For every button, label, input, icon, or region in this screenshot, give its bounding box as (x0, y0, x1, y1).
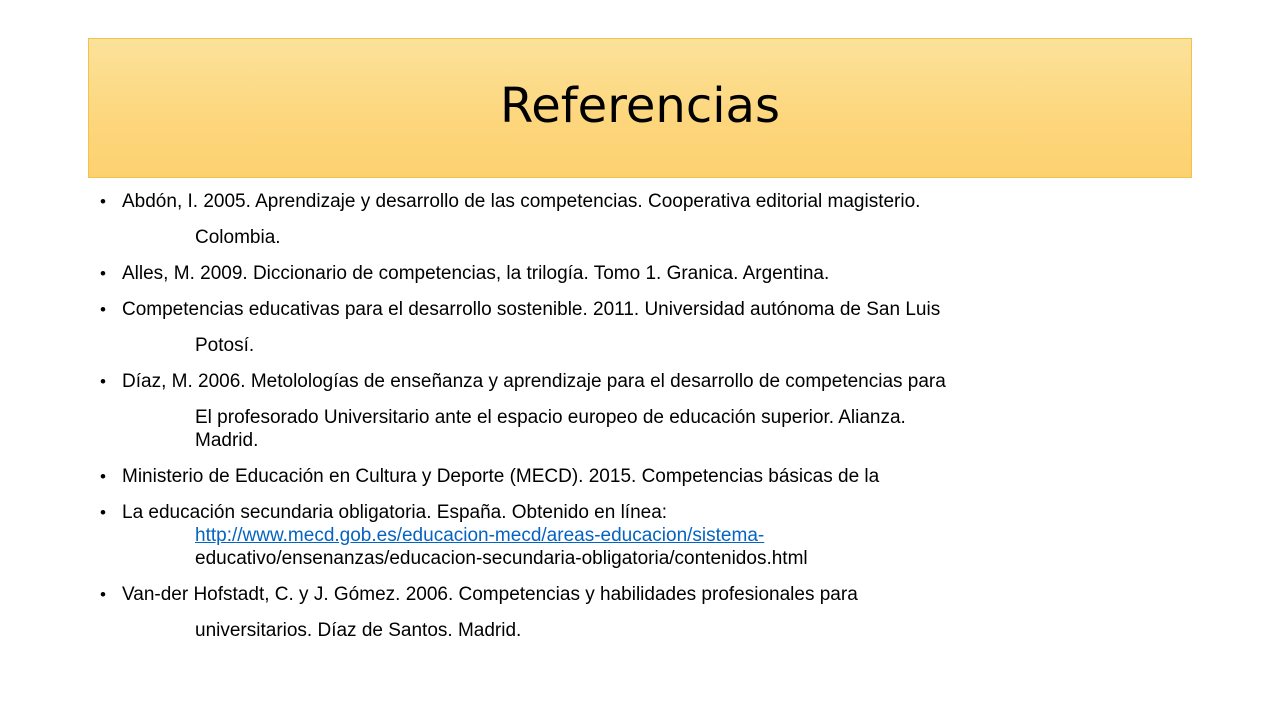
bullet-icon: • (100, 467, 106, 486)
reference-item (100, 501, 1210, 570)
reference-text: Ministerio de Educación en Cultura y Deporte (MECD). 2015. Competencias básicas de la (122, 466, 880, 487)
bullet-icon: • (100, 372, 106, 391)
bullet-icon: • (100, 503, 106, 522)
reference-text: Díaz, M. 2006. Metolologías de enseñanza y aprendizaje para el desarrollo de competencias para (122, 371, 946, 392)
reference-item (100, 370, 1210, 452)
reference-link[interactable]: http://www.mecd.gob.es/educacion-mecd/areas-educacion/sistema- (195, 525, 765, 546)
reference-text: La educación secundaria obligatoria. España. Obtenido en línea: (122, 502, 668, 523)
bullet-icon: • (100, 300, 106, 319)
reference-item (100, 298, 1210, 357)
reference-item (100, 465, 1210, 488)
reference-text-continued: Potosí. (195, 335, 255, 356)
bullet-icon: • (100, 585, 106, 604)
title-banner (88, 38, 1192, 178)
reference-text-continued: universitarios. Díaz de Santos. Madrid. (195, 620, 522, 641)
reference-text-continued: El profesorado Universitario ante el espacio europeo de educación superior. Alianza. (195, 407, 906, 428)
reference-text: Abdón, I. 2005. Aprendizaje y desarrollo de las competencias. Cooperativa editorial magisterio. (122, 191, 921, 212)
reference-text-continued: Madrid. (195, 430, 259, 451)
reference-text-continued: Colombia. (195, 227, 281, 248)
reference-text: Alles, M. 2009. Diccionario de competencias, la trilogía. Tomo 1. Granica. Argentina. (122, 263, 830, 284)
reference-item (100, 262, 1210, 285)
bullet-icon: • (100, 264, 106, 283)
bullet-icon: • (100, 192, 106, 211)
reference-text: Van-der Hofstadt, C. y J. Gómez. 2006. Competencias y habilidades profesionales para (122, 584, 858, 605)
reference-item (100, 190, 1210, 249)
reference-text: Competencias educativas para el desarrollo sostenible. 2011. Universidad autónoma de San Luis (122, 299, 941, 320)
slide-title: Referencias (500, 78, 780, 134)
references-list (100, 190, 1210, 655)
reference-text-continued: educativo/ensenanzas/educacion-secundaria-obligatoria/contenidos.html (195, 548, 808, 569)
reference-item (100, 583, 1210, 642)
